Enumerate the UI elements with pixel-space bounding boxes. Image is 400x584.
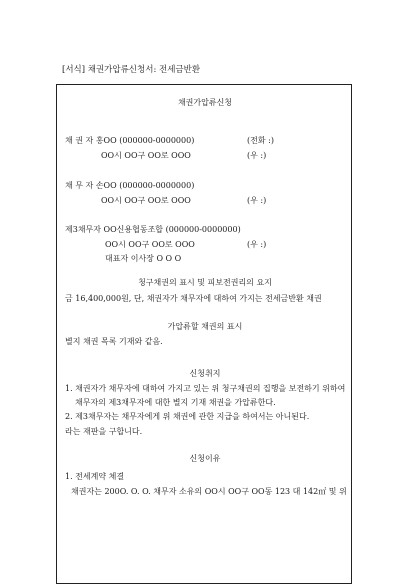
form-frame xyxy=(56,84,352,584)
purpose-item-2: 2. 제3채무자는 채무자에게 위 채권에 관한 지급을 하여서는 아니된다. xyxy=(65,412,310,421)
document-heading: [서식] 채권가압류신청서: 전세금반환 xyxy=(62,65,201,75)
third-party-representative: 대표자 이사장 O O O xyxy=(105,254,182,263)
creditor-postcode: (우 :) xyxy=(247,151,267,160)
purpose-closing: 라는 재판을 구합니다. xyxy=(65,427,143,436)
seizure-section-text: 별지 채권 목록 기재와 같음. xyxy=(65,337,163,346)
creditor-line-1: 채 권 자 홍OO (000000-0000000) xyxy=(65,136,195,145)
purpose-item-1a: 1. 채권자가 채무자에 대하여 가지고 있는 위 청구채권의 집행을 보전하기 위하여 xyxy=(65,384,346,393)
seizure-section-title: 가압류할 채권의 표시 xyxy=(167,322,243,331)
purpose-section-title: 신청취지 xyxy=(189,369,221,378)
creditor-tel: (전화 :) xyxy=(247,136,274,145)
claim-section-title: 청구채권의 표시 및 피보전권리의 요지 xyxy=(138,278,272,287)
purpose-item-1b: 채무자의 제3채무자에 대한 별지 기재 채권을 가압류한다. xyxy=(75,398,276,407)
reason-item-1: 1. 전세계약 체결 xyxy=(65,472,125,481)
reason-section-title: 신청이유 xyxy=(189,454,221,463)
reason-item-1-text: 채권자는 200O. O. O. 채무자 소유의 OO시 OO구 OO동 123 대 142㎡ 및 위 xyxy=(71,487,347,496)
claim-section-text: 금 16,400,000원, 단, 채권자가 채무자에 대하여 가지는 전세금반환 채권 xyxy=(65,294,322,303)
debtor-line-1: 채 무 자 손OO (000000-0000000) xyxy=(65,181,195,190)
third-party-postcode: (우 :) xyxy=(247,240,267,249)
debtor-address: OO시 OO구 OO로 OOO xyxy=(101,196,191,205)
debtor-postcode: (우 :) xyxy=(247,196,267,205)
third-party-line-1: 제3채무자 OO신용협동조합 (000000-0000000) xyxy=(65,225,241,234)
creditor-address: OO시 OO구 OO로 OOO xyxy=(101,151,191,160)
third-party-address: OO시 OO구 OO로 OOO xyxy=(105,240,195,249)
form-title: 채권가압류신청 xyxy=(177,98,233,107)
